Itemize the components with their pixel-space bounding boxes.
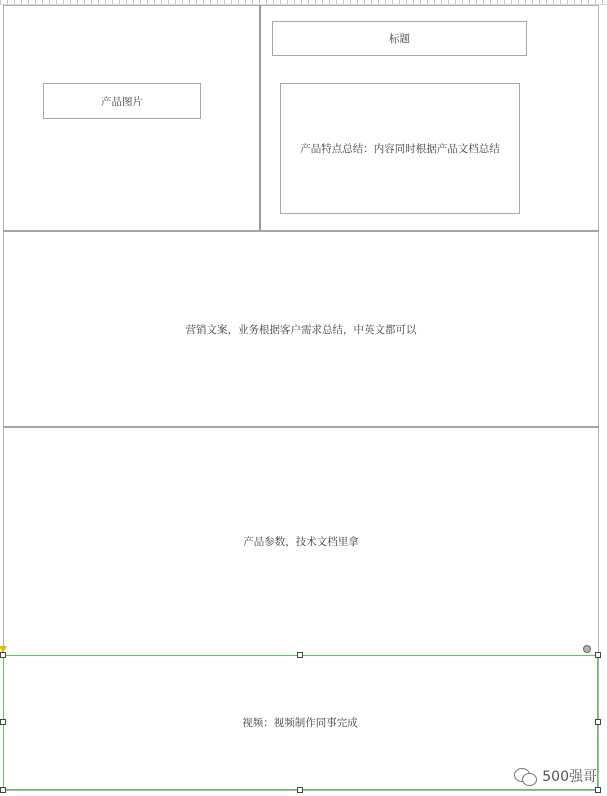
resize-handle-bottom-right[interactable] <box>595 787 601 793</box>
video-label: 视频：视频制作同事完成 <box>242 717 358 729</box>
parameters-section[interactable] <box>3 428 599 654</box>
title-label: 标题 <box>389 33 410 45</box>
features-label: 产品特点总结：内容同时根据产品文档总结 <box>300 143 500 155</box>
watermark-text: 500强哥 <box>542 769 597 785</box>
marketing-label: 营销文案，业务根据客户需求总结，中英文都可以 <box>185 323 417 336</box>
resize-handle-top-right[interactable] <box>595 652 601 658</box>
watermark <box>514 766 597 786</box>
resize-handle-middle-right[interactable] <box>595 719 601 725</box>
resize-handle-top-left[interactable] <box>0 652 6 658</box>
resize-handle-top-center[interactable] <box>297 652 303 658</box>
resize-handle-middle-left[interactable] <box>0 719 6 725</box>
product-image-box[interactable] <box>43 83 201 119</box>
product-image-label: 产品图片 <box>101 95 143 108</box>
top-vertical-divider <box>259 5 261 231</box>
page-top-ruler <box>0 0 607 4</box>
resize-handle-bottom-center[interactable] <box>297 787 303 793</box>
title-box[interactable] <box>272 21 527 56</box>
wechat-icon <box>514 767 536 785</box>
rotate-handle[interactable] <box>583 645 591 653</box>
video-selection-outline <box>3 655 598 790</box>
marketing-section[interactable] <box>3 232 599 426</box>
resize-handle-bottom-left[interactable] <box>0 787 6 793</box>
parameters-label: 产品参数，技术文档里拿 <box>243 535 359 548</box>
features-box[interactable] <box>280 83 520 214</box>
